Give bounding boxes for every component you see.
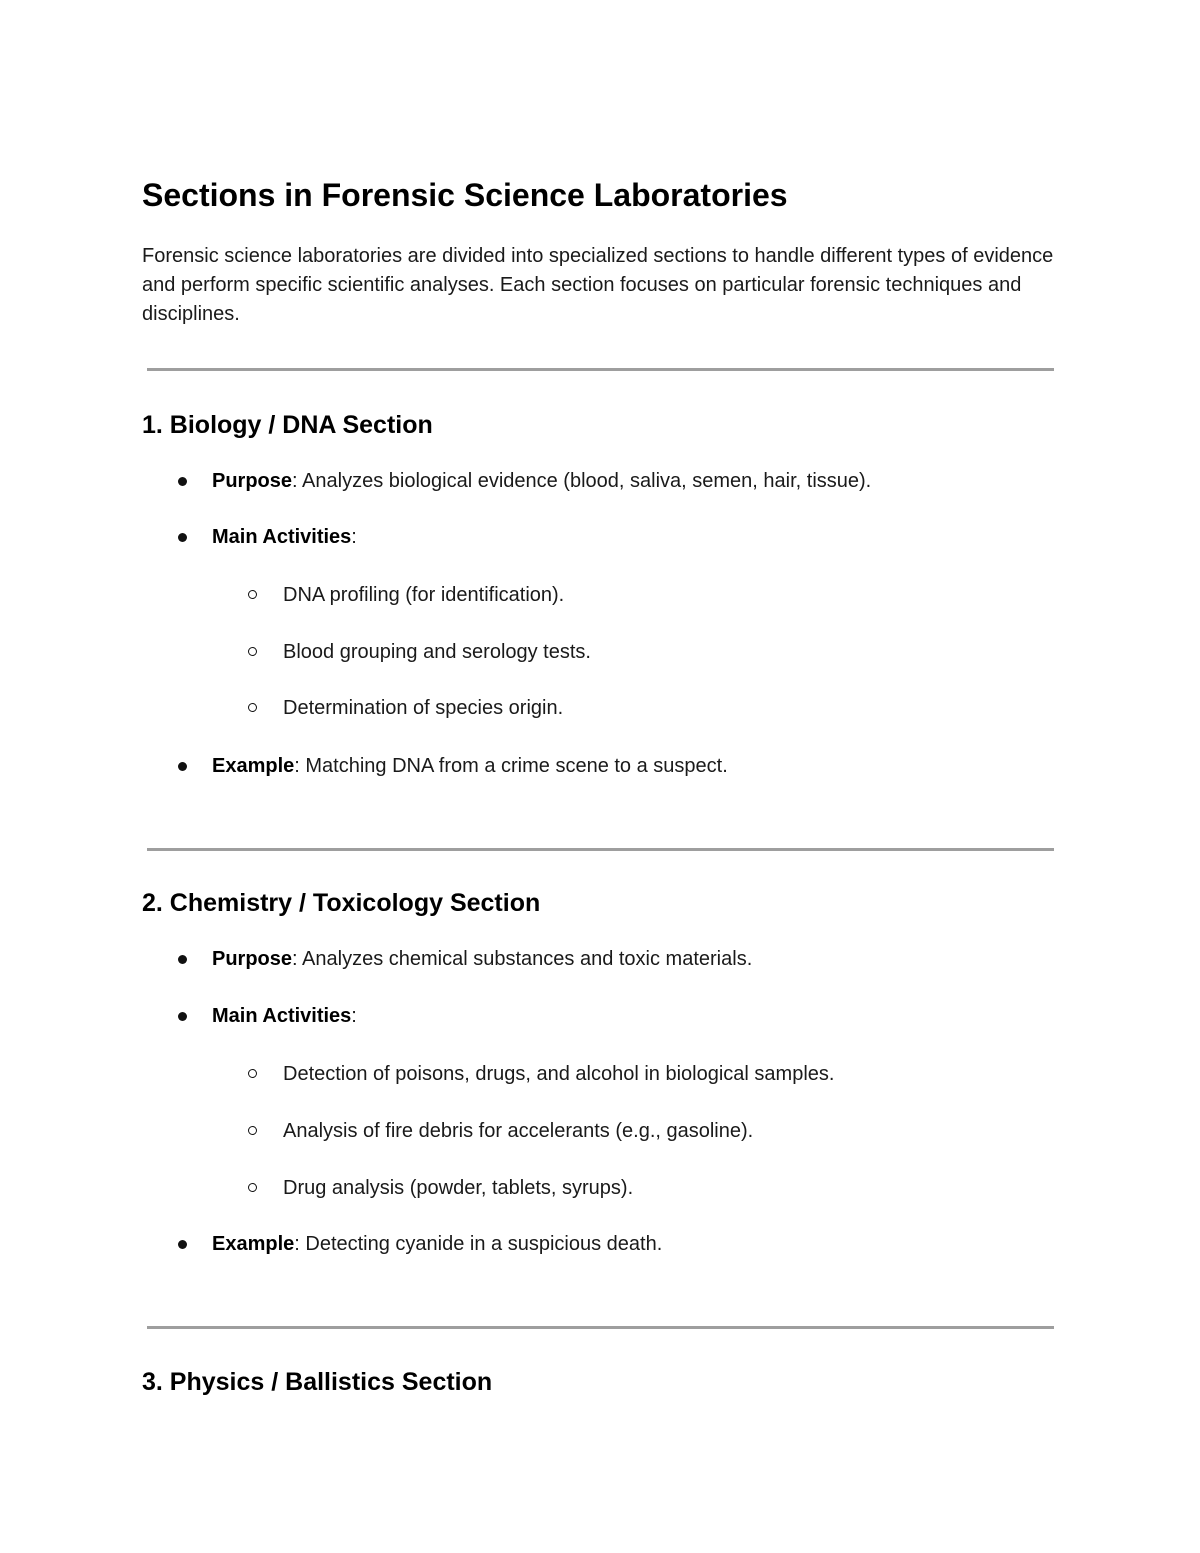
bullet-disc-icon <box>178 762 187 771</box>
activity-item: Blood grouping and serology tests. <box>283 641 591 663</box>
activity-item: Drug analysis (powder, tablets, syrups). <box>283 1177 634 1199</box>
bullet-disc-icon <box>178 1240 187 1249</box>
purpose-item <box>212 468 871 494</box>
bullet-circle-icon <box>248 590 257 599</box>
example-text: : Detecting cyanide in a suspicious death. <box>294 1233 663 1255</box>
bullet-disc-icon <box>178 477 187 486</box>
example-label: Example <box>212 755 295 777</box>
activity-item: Detection of poisons, drugs, and alcohol in biological samples. <box>283 1063 835 1085</box>
bullet-circle-icon <box>248 1126 257 1135</box>
purpose-text: : Analyzes chemical substances and toxic materials. <box>292 948 753 970</box>
purpose-label: Purpose <box>212 948 293 970</box>
section-heading-physics: 3. Physics / Ballistics Section <box>142 1368 493 1396</box>
activity-item: Analysis of fire debris for accelerants (e.g., gasoline). <box>283 1120 754 1142</box>
purpose-label: Purpose <box>212 470 293 492</box>
activities-item <box>212 524 357 550</box>
activities-suffix: : <box>351 526 357 548</box>
activities-suffix: : <box>351 1005 357 1027</box>
activities-item <box>212 1003 357 1029</box>
section-heading-biology: 1. Biology / DNA Section <box>142 411 433 439</box>
section-heading-chemistry: 2. Chemistry / Toxicology Section <box>142 889 541 917</box>
horizontal-rule <box>147 1326 1054 1329</box>
bullet-circle-icon <box>248 647 257 656</box>
activities-label: Main Activities <box>212 1005 352 1027</box>
document-title: Sections in Forensic Science Laboratories <box>142 177 788 213</box>
bullet-disc-icon <box>178 533 187 542</box>
bullet-disc-icon <box>178 1012 187 1021</box>
bullet-circle-icon <box>248 1183 257 1192</box>
example-item <box>212 753 728 779</box>
horizontal-rule <box>147 368 1054 371</box>
activity-item: Determination of species origin. <box>283 697 564 719</box>
purpose-item <box>212 946 752 972</box>
horizontal-rule <box>147 848 1054 851</box>
bullet-disc-icon <box>178 955 187 964</box>
example-item <box>212 1231 662 1257</box>
purpose-text: : Analyzes biological evidence (blood, saliva, semen, hair, tissue). <box>292 470 872 492</box>
bullet-circle-icon <box>248 1069 257 1078</box>
example-label: Example <box>212 1233 295 1255</box>
activities-label: Main Activities <box>212 526 352 548</box>
intro-paragraph: Forensic science laboratories are divided into specialized sections to handle different types of evidence and perform specific scientific analyses. Each section focuses on particular forensic techniques and disciplines. <box>142 245 1054 325</box>
example-text: : Matching DNA from a crime scene to a suspect. <box>294 755 728 777</box>
activity-item: DNA profiling (for identification). <box>283 584 565 606</box>
bullet-circle-icon <box>248 703 257 712</box>
